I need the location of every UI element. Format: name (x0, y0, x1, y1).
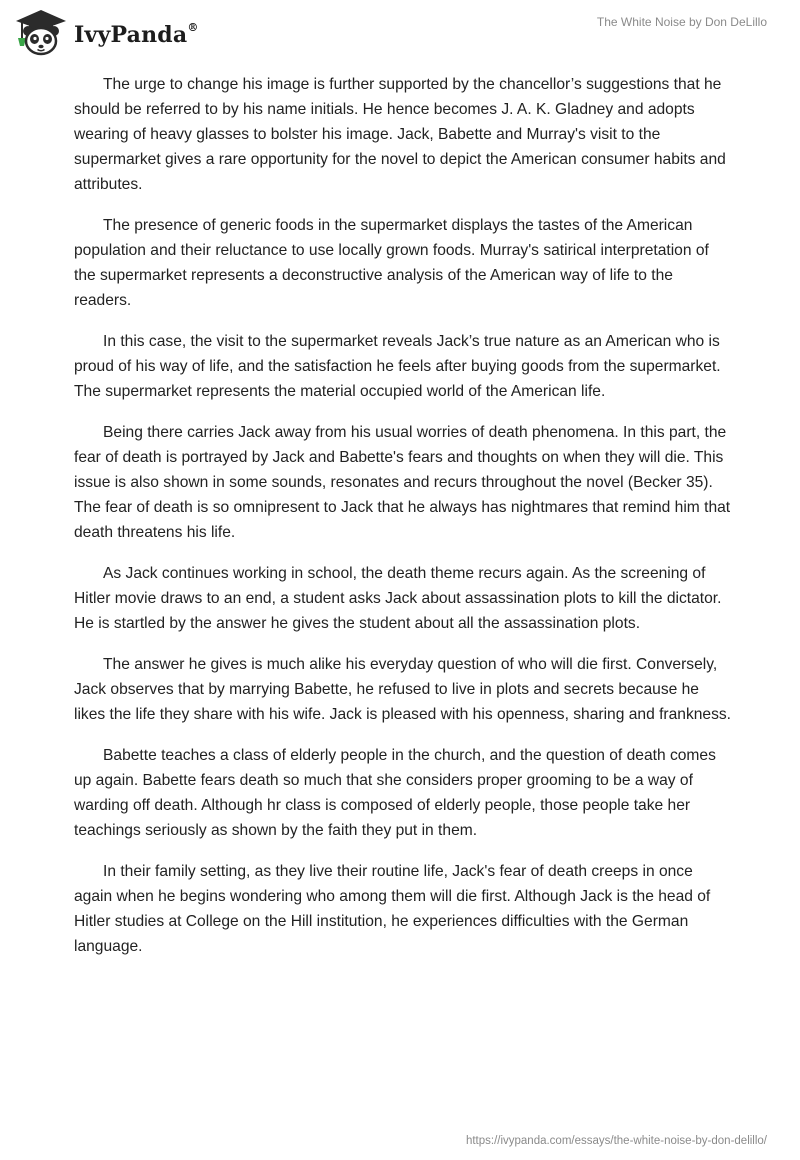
panda-graduate-icon (14, 8, 68, 56)
brand-logo[interactable] (14, 8, 199, 56)
paragraph: Babette teaches a class of elderly people in the church, and the question of death comes up again. Babette fears death so much that she considers proper grooming to be a way of warding off death. Although hr class is composed of elderly people, those people take her teachings seriously as shown by the faith they put in them. (74, 747, 716, 839)
essay-body (74, 72, 734, 975)
brand-name: IvyPanda® (74, 20, 199, 48)
paragraph: The urge to change his image is further supported by the chancellor’s suggestions that he should be referred to by his name initials. He hence becomes J. A. K. Gladney and adopts wearing of heavy glasses to bolster his image. Jack, Babette and Murray's visit to the supermarket gives a rare opportunity for the novel to depict the American consumer habits and attributes. (74, 76, 726, 193)
paragraph: In their family setting, as they live their routine life, Jack's fear of death creeps in once again when he begins wondering who among them will die first. Although Jack is the head of Hitler studies at College on the Hill institution, he experiences difficulties with the German language. (74, 863, 711, 955)
paragraph: The answer he gives is much alike his everyday question of who will die first. Conversely, Jack observes that by marrying Babette, he refused to live in plots and secrets because he likes the life they share with his wife. Jack is pleased with his openness, sharing and frankness. (74, 656, 732, 723)
paragraph: Being there carries Jack away from his usual worries of death phenomena. In this part, the fear of death is portrayed by Jack and Babette's fears and thoughts on when they will die. This issue is also shown in some sounds, resonates and recurs throughout the novel (Becker 35). The fear of death is so omnipresent to Jack that he always has nightmares that remind him that death threatens his life. (74, 424, 731, 541)
source-url-link[interactable]: https://ivypanda.com/essays/the-white-noise-by-don-delillo/ (465, 1135, 767, 1147)
paragraph: As Jack continues working in school, the death theme recurs again. As the screening of Hitler movie draws to an end, a student asks Jack about assassination plots to kill the dictator. He is startled by the answer he gives the student about all the assassination plots. (74, 565, 722, 632)
paragraph: In this case, the visit to the supermarket reveals Jack’s true nature as an American who is proud of his way of life, and the satisfaction he feels after buying goods from the supermarket. The supermarket represents the material occupied world of the American life. (74, 333, 721, 400)
paragraph: The presence of generic foods in the supermarket displays the tastes of the American population and their reluctance to use locally grown foods. Murray's satirical interpretation of the supermarket represents a deconstructive analysis of the American way of life to the readers. (74, 217, 709, 309)
document-title: The White Noise by Don DeLillo (596, 15, 767, 29)
